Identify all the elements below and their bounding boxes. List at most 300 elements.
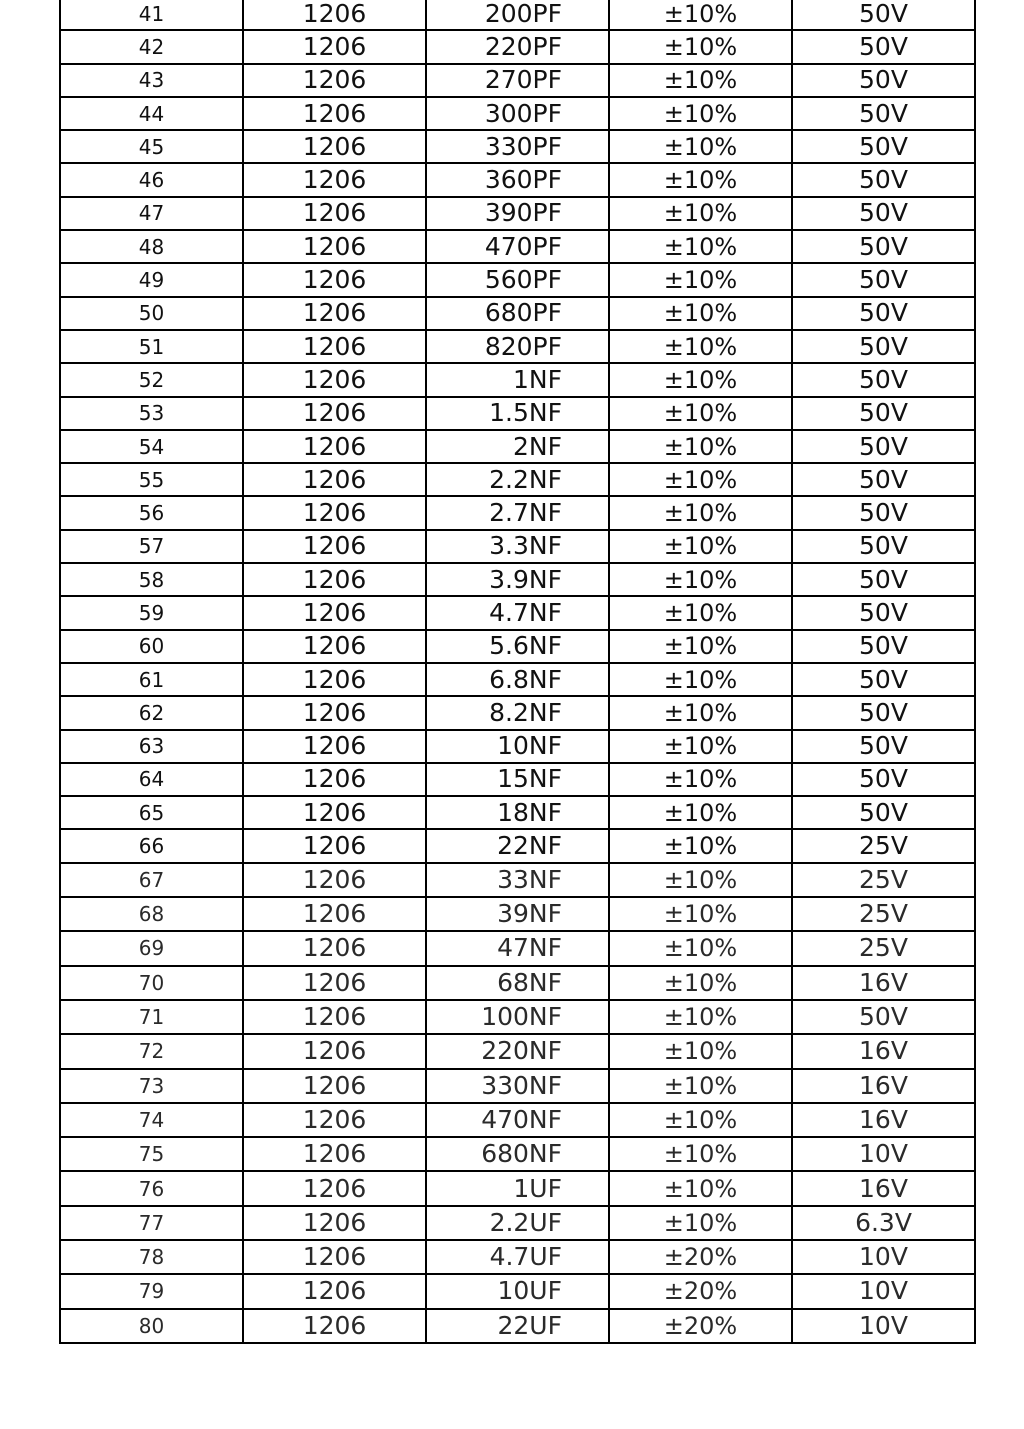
- cell-capacitance: [426, 0, 609, 30]
- cell-package-size: [243, 596, 426, 629]
- cell-package-size: [243, 0, 426, 30]
- cell-tolerance: [609, 796, 792, 829]
- cell-voltage: [792, 130, 975, 163]
- cell-index: [60, 130, 243, 163]
- cell-index: [60, 563, 243, 596]
- cell-index: [60, 966, 243, 1000]
- cell-package-size-text: 1206: [302, 1036, 367, 1066]
- cell-package-size: [243, 97, 426, 130]
- cell-index-text: 44: [138, 101, 165, 126]
- cell-capacitance-text: 1NF: [513, 364, 562, 394]
- cell-tolerance: [609, 829, 792, 862]
- cell-voltage: [792, 796, 975, 829]
- cell-index-text: 73: [138, 1073, 165, 1098]
- cell-tolerance: [609, 530, 792, 563]
- cell-package-size-text: 1206: [302, 431, 367, 461]
- cell-index: [60, 1137, 243, 1171]
- cell-tolerance: [609, 1274, 792, 1308]
- table-row: [60, 1309, 975, 1343]
- table-row: [60, 430, 975, 463]
- cell-index-text: 68: [138, 902, 165, 927]
- cell-tolerance: [609, 763, 792, 796]
- cell-capacitance: [426, 530, 609, 563]
- cell-capacitance-text: 18NF: [497, 797, 562, 827]
- cell-package-size-text: 1206: [302, 364, 367, 394]
- cell-voltage-text: 50V: [859, 664, 908, 694]
- cell-voltage: [792, 97, 975, 130]
- cell-package-size-text: 1206: [302, 731, 367, 761]
- cell-package-size-text: 1206: [302, 98, 367, 128]
- cell-voltage: [792, 530, 975, 563]
- cell-package-size-text: 1206: [302, 498, 367, 528]
- cell-tolerance-text: ±10%: [663, 199, 738, 228]
- cell-voltage-text: 50V: [859, 1002, 908, 1032]
- cell-package-size-text: 1206: [302, 831, 367, 861]
- table-row: [60, 730, 975, 763]
- cell-index-text: 45: [138, 134, 165, 159]
- cell-voltage: [792, 397, 975, 430]
- cell-index: [60, 1206, 243, 1240]
- cell-index: [60, 463, 243, 496]
- cell-index-text: 65: [138, 800, 165, 825]
- cell-index-text: 59: [138, 600, 165, 625]
- cell-voltage: [792, 230, 975, 263]
- cell-index-text: 69: [138, 936, 165, 961]
- cell-capacitance-text: 2.7NF: [489, 498, 562, 528]
- cell-capacitance-text: 1.5NF: [489, 398, 562, 428]
- cell-capacitance-text: 2.2UF: [489, 1207, 562, 1237]
- cell-tolerance: [609, 897, 792, 931]
- cell-capacitance-text: 8.2NF: [489, 697, 562, 727]
- cell-capacitance: [426, 1274, 609, 1308]
- cell-capacitance-text: 820PF: [484, 331, 562, 361]
- cell-index: [60, 163, 243, 196]
- cell-index-text: 62: [138, 700, 165, 725]
- cell-package-size: [243, 663, 426, 696]
- cell-voltage-text: 50V: [859, 498, 908, 528]
- table-row: [60, 30, 975, 63]
- cell-capacitance-text: 330NF: [481, 1070, 562, 1100]
- table-row: [60, 1274, 975, 1308]
- cell-tolerance: [609, 1103, 792, 1137]
- cell-package-size-text: 1206: [302, 231, 367, 261]
- cell-package-size: [243, 530, 426, 563]
- cell-capacitance-text: 10UF: [497, 1276, 562, 1306]
- cell-tolerance-text: ±20%: [663, 1311, 738, 1340]
- cell-package-size: [243, 730, 426, 763]
- cell-voltage: [792, 1171, 975, 1205]
- cell-capacitance-text: 22UF: [497, 1310, 562, 1340]
- cell-voltage: [792, 966, 975, 1000]
- cell-voltage: [792, 563, 975, 596]
- cell-tolerance: [609, 430, 792, 463]
- cell-index-text: 77: [138, 1210, 165, 1235]
- cell-index-text: 55: [138, 467, 165, 492]
- cell-package-size-text: 1206: [302, 1070, 367, 1100]
- table-row: [60, 1069, 975, 1103]
- table-row: [60, 330, 975, 363]
- cell-package-size-text: 1206: [302, 1173, 367, 1203]
- cell-voltage-text: 25V: [859, 831, 908, 861]
- cell-package-size: [243, 1206, 426, 1240]
- table-row: [60, 863, 975, 897]
- cell-package-size: [243, 1309, 426, 1343]
- cell-package-size-text: 1206: [302, 0, 367, 28]
- cell-tolerance: [609, 696, 792, 729]
- cell-package-size: [243, 163, 426, 196]
- cell-voltage-text: 25V: [859, 864, 908, 894]
- cell-tolerance: [609, 30, 792, 63]
- cell-voltage: [792, 730, 975, 763]
- cell-tolerance: [609, 1034, 792, 1068]
- cell-package-size: [243, 197, 426, 230]
- cell-voltage-text: 50V: [859, 298, 908, 328]
- cell-voltage: [792, 1103, 975, 1137]
- cell-package-size: [243, 496, 426, 529]
- cell-capacitance: [426, 1103, 609, 1137]
- cell-tolerance-text: ±10%: [663, 934, 738, 963]
- cell-index-text: 76: [138, 1176, 165, 1201]
- cell-capacitance-text: 330PF: [484, 131, 562, 161]
- cell-capacitance-text: 3.9NF: [489, 564, 562, 594]
- cell-package-size-text: 1206: [302, 398, 367, 428]
- cell-tolerance-text: ±10%: [663, 832, 738, 861]
- cell-voltage: [792, 829, 975, 862]
- cell-package-size: [243, 463, 426, 496]
- cell-index-text: 49: [138, 268, 165, 293]
- cell-voltage-text: 25V: [859, 933, 908, 963]
- cell-index-text: 51: [138, 334, 165, 359]
- cell-voltage: [792, 1309, 975, 1343]
- cell-tolerance-text: ±10%: [663, 432, 738, 461]
- cell-voltage-text: 10V: [859, 1139, 908, 1169]
- cell-tolerance-text: ±10%: [663, 66, 738, 95]
- cell-index: [60, 897, 243, 931]
- cell-voltage: [792, 863, 975, 897]
- cell-tolerance: [609, 1206, 792, 1240]
- table-row: [60, 630, 975, 663]
- cell-capacitance-text: 470NF: [481, 1104, 562, 1134]
- table-row: [60, 696, 975, 729]
- cell-voltage: [792, 496, 975, 529]
- cell-voltage: [792, 0, 975, 30]
- cell-index-text: 42: [138, 34, 165, 59]
- cell-capacitance: [426, 430, 609, 463]
- cell-capacitance-text: 4.7UF: [489, 1242, 562, 1272]
- cell-index-text: 75: [138, 1142, 165, 1167]
- cell-capacitance: [426, 897, 609, 931]
- table-row: [60, 1206, 975, 1240]
- table-row: [60, 230, 975, 263]
- cell-tolerance: [609, 1137, 792, 1171]
- cell-index: [60, 696, 243, 729]
- cell-package-size: [243, 263, 426, 296]
- cell-index-text: 78: [138, 1245, 165, 1270]
- cell-tolerance-text: ±10%: [663, 1003, 738, 1032]
- cell-package-size: [243, 1000, 426, 1034]
- table-row: [60, 763, 975, 796]
- cell-tolerance: [609, 1069, 792, 1103]
- cell-package-size: [243, 1137, 426, 1171]
- cell-package-size-text: 1206: [302, 864, 367, 894]
- cell-tolerance-text: ±10%: [663, 299, 738, 328]
- cell-package-size-text: 1206: [302, 933, 367, 963]
- cell-voltage-text: 50V: [859, 331, 908, 361]
- cell-capacitance-text: 680PF: [484, 298, 562, 328]
- cell-tolerance: [609, 663, 792, 696]
- cell-capacitance: [426, 563, 609, 596]
- cell-tolerance: [609, 463, 792, 496]
- cell-package-size-text: 1206: [302, 1139, 367, 1169]
- cell-index-text: 46: [138, 168, 165, 193]
- cell-capacitance: [426, 463, 609, 496]
- cell-package-size: [243, 130, 426, 163]
- cell-capacitance-text: 2.2NF: [489, 464, 562, 494]
- cell-tolerance: [609, 1171, 792, 1205]
- table-row: [60, 1103, 975, 1137]
- cell-voltage-text: 50V: [859, 398, 908, 428]
- cell-index: [60, 1034, 243, 1068]
- cell-voltage: [792, 430, 975, 463]
- cell-capacitance-text: 39NF: [497, 899, 562, 929]
- cell-index-text: 52: [138, 367, 165, 392]
- cell-capacitance: [426, 1309, 609, 1343]
- cell-package-size-text: 1206: [302, 198, 367, 228]
- cell-index-text: 66: [138, 834, 165, 859]
- cell-tolerance-text: ±10%: [663, 865, 738, 894]
- cell-tolerance-text: ±10%: [663, 1037, 738, 1066]
- cell-index: [60, 363, 243, 396]
- cell-package-size-text: 1206: [302, 797, 367, 827]
- cell-tolerance: [609, 563, 792, 596]
- cell-capacitance: [426, 1240, 609, 1274]
- cell-package-size: [243, 966, 426, 1000]
- cell-tolerance-text: ±10%: [663, 565, 738, 594]
- table-row: [60, 596, 975, 629]
- cell-capacitance-text: 5.6NF: [489, 631, 562, 661]
- cell-tolerance: [609, 363, 792, 396]
- cell-index: [60, 1000, 243, 1034]
- cell-package-size: [243, 829, 426, 862]
- cell-index: [60, 1069, 243, 1103]
- cell-voltage-text: 16V: [859, 1070, 908, 1100]
- cell-capacitance-text: 560PF: [484, 265, 562, 295]
- cell-voltage-text: 50V: [859, 431, 908, 461]
- cell-voltage-text: 50V: [859, 564, 908, 594]
- cell-capacitance-text: 220PF: [484, 31, 562, 61]
- cell-package-size: [243, 630, 426, 663]
- cell-index-text: 54: [138, 434, 165, 459]
- cell-index: [60, 430, 243, 463]
- table-row: [60, 1137, 975, 1171]
- cell-voltage: [792, 30, 975, 63]
- cell-index-text: 43: [138, 68, 165, 93]
- cell-voltage-text: 16V: [859, 1173, 908, 1203]
- cell-index: [60, 230, 243, 263]
- cell-capacitance: [426, 496, 609, 529]
- cell-capacitance: [426, 630, 609, 663]
- cell-capacitance: [426, 1137, 609, 1171]
- cell-capacitance-text: 47NF: [497, 933, 562, 963]
- cell-tolerance: [609, 297, 792, 330]
- cell-tolerance-text: ±10%: [663, 232, 738, 261]
- cell-voltage: [792, 596, 975, 629]
- cell-index: [60, 663, 243, 696]
- cell-capacitance: [426, 696, 609, 729]
- cell-tolerance: [609, 330, 792, 363]
- cell-tolerance: [609, 197, 792, 230]
- cell-tolerance-text: ±10%: [663, 665, 738, 694]
- cell-tolerance: [609, 1309, 792, 1343]
- cell-package-size: [243, 1069, 426, 1103]
- cell-index: [60, 530, 243, 563]
- cell-voltage-text: 16V: [859, 1104, 908, 1134]
- table-row: [60, 263, 975, 296]
- cell-capacitance: [426, 30, 609, 63]
- cell-index-text: 80: [138, 1313, 165, 1338]
- cell-index-text: 61: [138, 667, 165, 692]
- cell-tolerance-text: ±10%: [663, 166, 738, 195]
- cell-package-size-text: 1206: [302, 331, 367, 361]
- cell-index-text: 74: [138, 1107, 165, 1132]
- cell-tolerance-text: ±10%: [663, 732, 738, 761]
- cell-tolerance: [609, 496, 792, 529]
- cell-capacitance: [426, 1171, 609, 1205]
- cell-package-size: [243, 297, 426, 330]
- table-row: [60, 1240, 975, 1274]
- cell-index: [60, 863, 243, 897]
- cell-tolerance: [609, 397, 792, 430]
- cell-tolerance-text: ±10%: [663, 332, 738, 361]
- cell-package-size-text: 1206: [302, 597, 367, 627]
- cell-voltage: [792, 630, 975, 663]
- cell-package-size-text: 1206: [302, 631, 367, 661]
- cell-voltage: [792, 1034, 975, 1068]
- cell-tolerance-text: ±10%: [663, 968, 738, 997]
- cell-voltage-text: 50V: [859, 98, 908, 128]
- table-row: [60, 496, 975, 529]
- cell-capacitance-text: 300PF: [484, 98, 562, 128]
- cell-voltage-text: 50V: [859, 265, 908, 295]
- cell-voltage: [792, 1069, 975, 1103]
- table-row: [60, 130, 975, 163]
- cell-voltage: [792, 363, 975, 396]
- cell-tolerance-text: ±10%: [663, 365, 738, 394]
- cell-tolerance-text: ±10%: [663, 632, 738, 661]
- cell-index: [60, 1309, 243, 1343]
- cell-tolerance: [609, 263, 792, 296]
- cell-capacitance: [426, 397, 609, 430]
- cell-capacitance-text: 220NF: [481, 1036, 562, 1066]
- cell-voltage-text: 50V: [859, 165, 908, 195]
- cell-voltage-text: 16V: [859, 967, 908, 997]
- cell-voltage: [792, 463, 975, 496]
- cell-capacitance-text: 200PF: [484, 0, 562, 28]
- cell-tolerance: [609, 130, 792, 163]
- cell-capacitance-text: 100NF: [481, 1002, 562, 1032]
- table-row: [60, 397, 975, 430]
- cell-tolerance-text: ±10%: [663, 0, 738, 28]
- cell-tolerance: [609, 931, 792, 965]
- cell-index: [60, 0, 243, 30]
- cell-capacitance: [426, 1000, 609, 1034]
- table-row: [60, 297, 975, 330]
- table-row: [60, 563, 975, 596]
- cell-tolerance: [609, 97, 792, 130]
- cell-tolerance: [609, 230, 792, 263]
- cell-package-size: [243, 1274, 426, 1308]
- cell-index-text: 63: [138, 734, 165, 759]
- cell-index: [60, 30, 243, 63]
- cell-voltage-text: 50V: [859, 797, 908, 827]
- table-row: [60, 530, 975, 563]
- table-row: [60, 663, 975, 696]
- cell-package-size: [243, 563, 426, 596]
- table-row: [60, 829, 975, 862]
- cell-capacitance: [426, 829, 609, 862]
- cell-voltage-text: 50V: [859, 131, 908, 161]
- cell-voltage-text: 16V: [859, 1036, 908, 1066]
- cell-index: [60, 630, 243, 663]
- cell-index-text: 71: [138, 1005, 165, 1030]
- cell-voltage: [792, 696, 975, 729]
- cell-package-size-text: 1206: [302, 899, 367, 929]
- cell-index: [60, 931, 243, 965]
- cell-tolerance: [609, 0, 792, 30]
- cell-capacitance: [426, 263, 609, 296]
- table-row: [60, 97, 975, 130]
- cell-tolerance-text: ±10%: [663, 1105, 738, 1134]
- cell-index-text: 58: [138, 567, 165, 592]
- cell-index: [60, 763, 243, 796]
- table-row: [60, 1000, 975, 1034]
- cell-index: [60, 197, 243, 230]
- capacitor-spec-table: [59, 0, 976, 1344]
- table-row: [60, 897, 975, 931]
- cell-tolerance-text: ±10%: [663, 1071, 738, 1100]
- cell-tolerance-text: ±10%: [663, 266, 738, 295]
- cell-package-size: [243, 1240, 426, 1274]
- cell-package-size: [243, 30, 426, 63]
- cell-voltage-text: 6.3V: [855, 1207, 912, 1237]
- cell-tolerance: [609, 730, 792, 763]
- table-row: [60, 796, 975, 829]
- cell-voltage: [792, 931, 975, 965]
- cell-package-size-text: 1206: [302, 265, 367, 295]
- cell-package-size-text: 1206: [302, 1104, 367, 1134]
- cell-voltage: [792, 1240, 975, 1274]
- cell-index: [60, 1103, 243, 1137]
- cell-tolerance: [609, 630, 792, 663]
- cell-package-size: [243, 897, 426, 931]
- cell-index: [60, 1171, 243, 1205]
- cell-tolerance-text: ±10%: [663, 698, 738, 727]
- cell-capacitance: [426, 966, 609, 1000]
- cell-package-size: [243, 763, 426, 796]
- cell-capacitance: [426, 863, 609, 897]
- cell-index-text: 72: [138, 1039, 165, 1064]
- cell-capacitance: [426, 663, 609, 696]
- table-row: [60, 1034, 975, 1068]
- cell-capacitance-text: 33NF: [497, 864, 562, 894]
- cell-tolerance-text: ±20%: [663, 1277, 738, 1306]
- cell-index-text: 48: [138, 234, 165, 259]
- cell-voltage-text: 50V: [859, 464, 908, 494]
- cell-capacitance: [426, 230, 609, 263]
- cell-capacitance: [426, 163, 609, 196]
- cell-package-size: [243, 1034, 426, 1068]
- cell-voltage: [792, 330, 975, 363]
